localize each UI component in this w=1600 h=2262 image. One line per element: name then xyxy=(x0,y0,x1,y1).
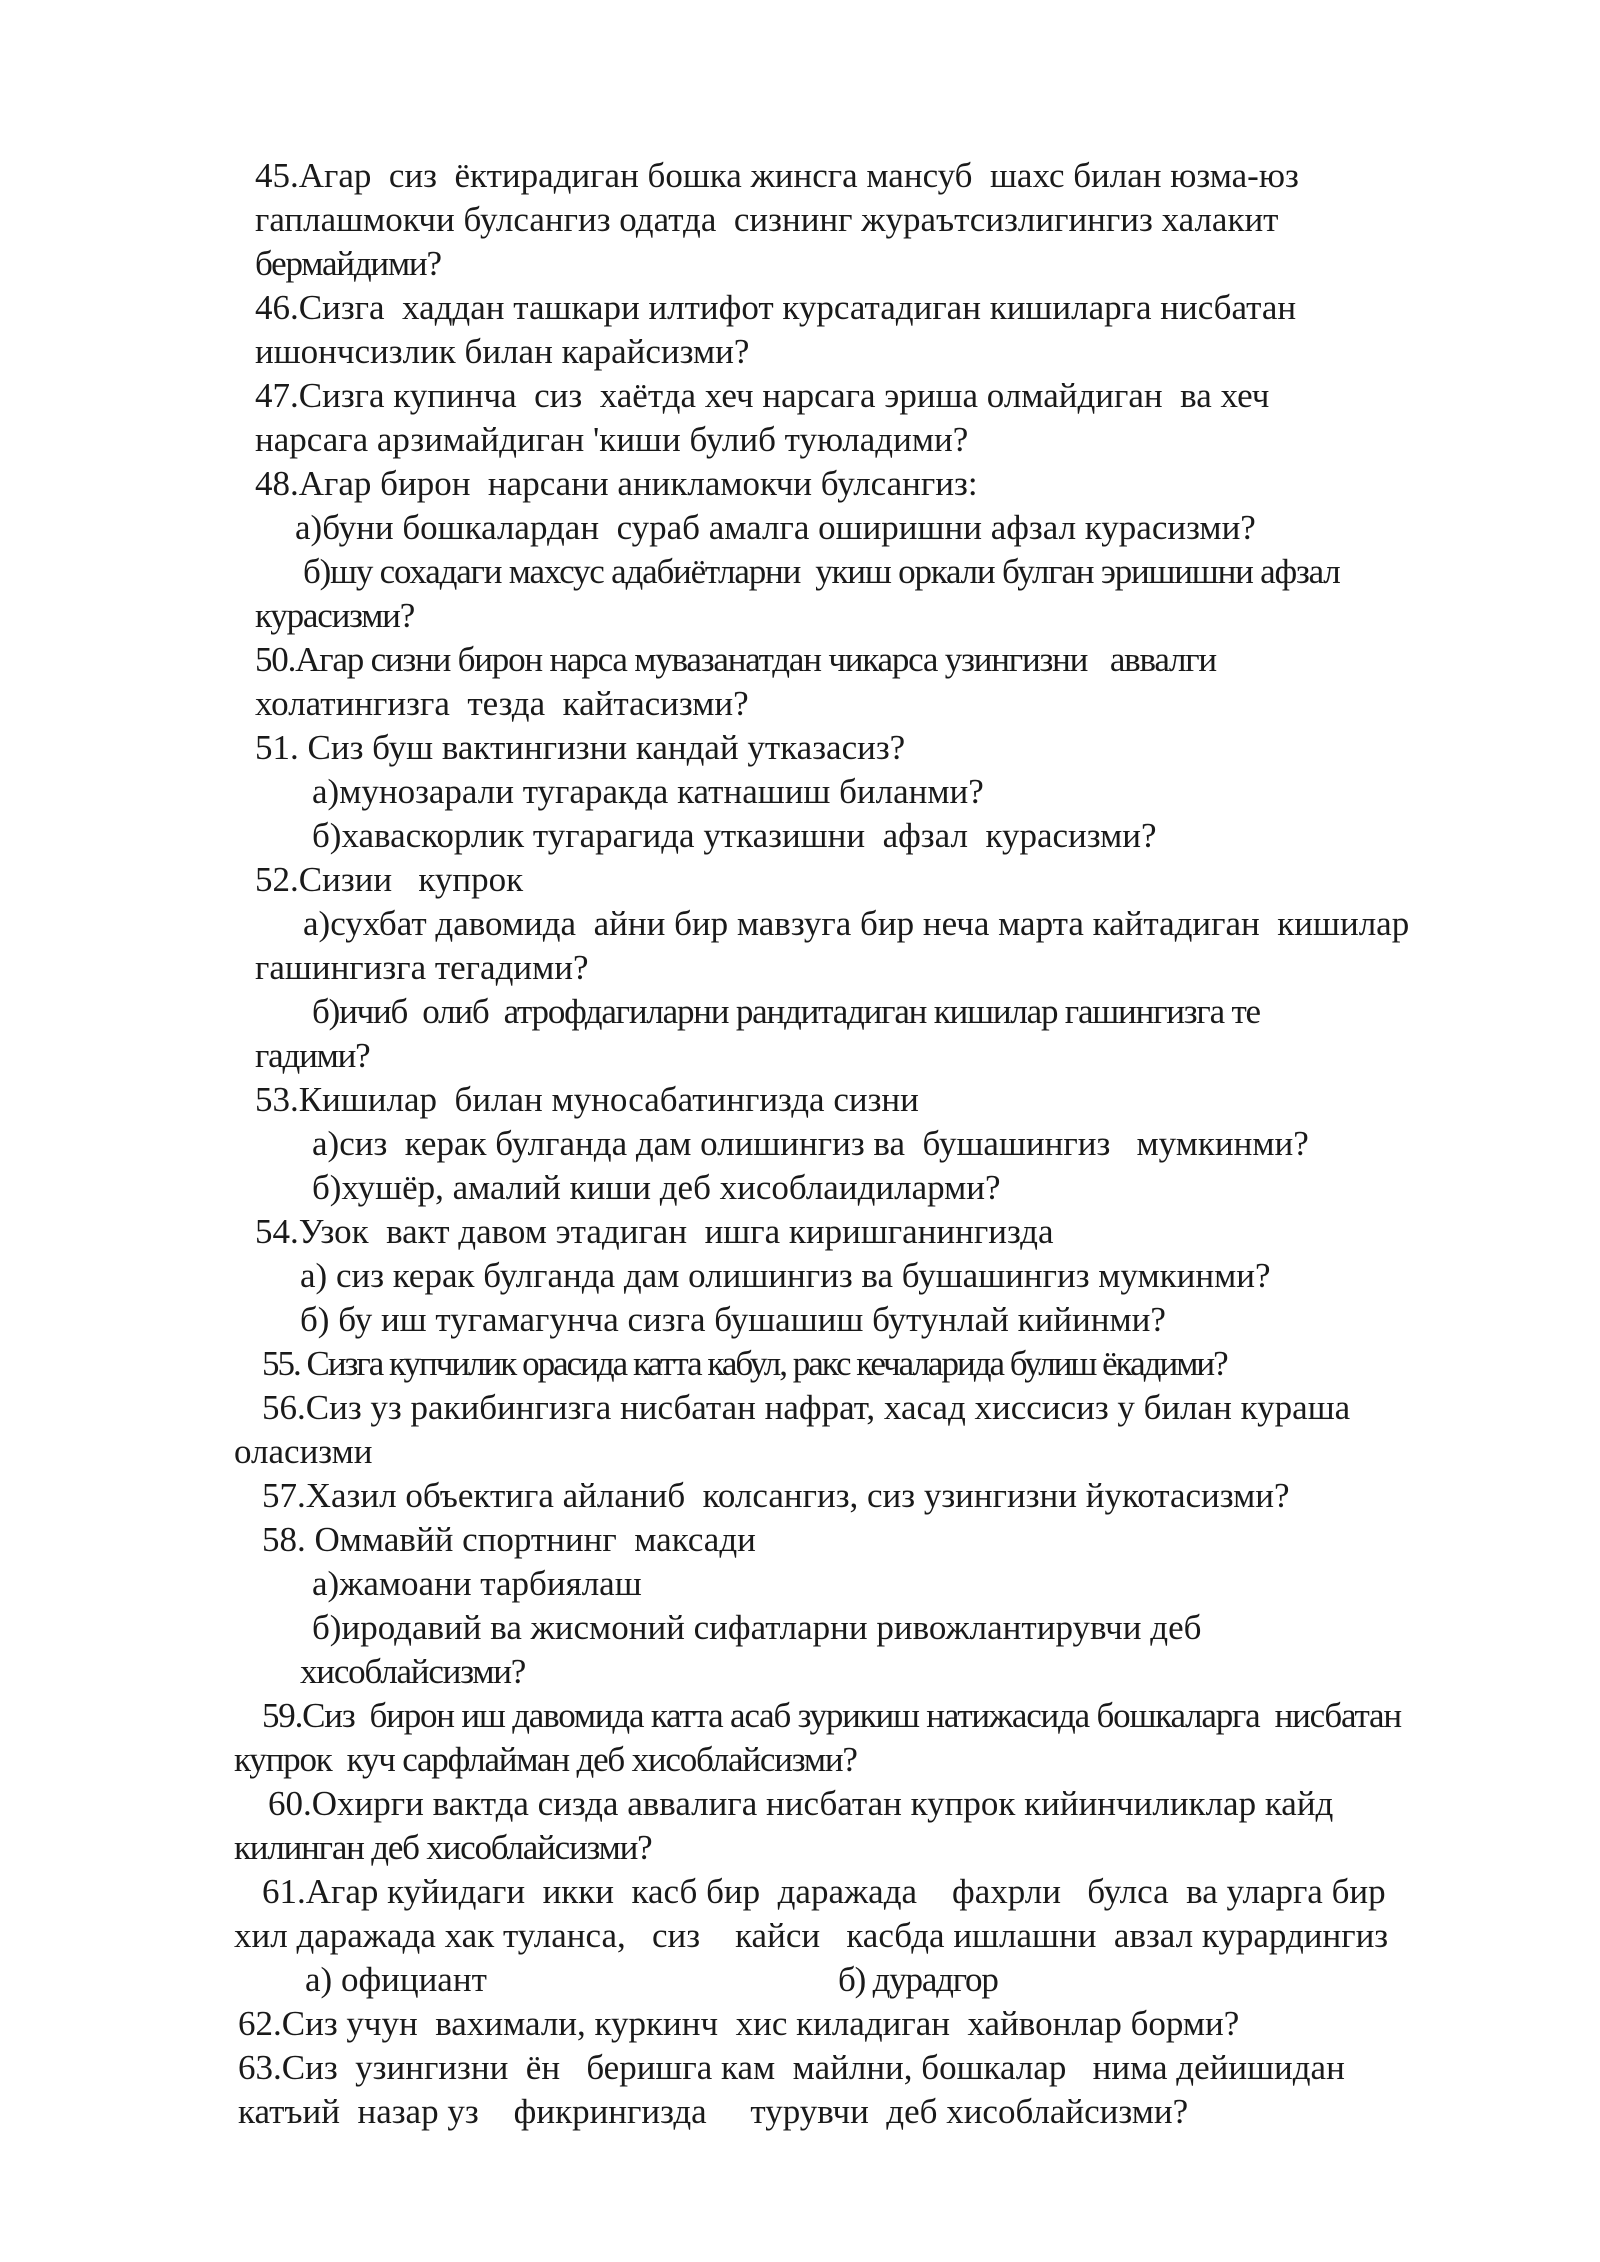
q54-option-a: а) сиз керак булганда дам олишингиз ва бушашингиз мумкинми? xyxy=(300,1256,1271,1295)
q48-option-b-cont: курасизми? xyxy=(255,596,415,635)
q53-line-1: 53.Кишилар билан муносабатингизда сизни xyxy=(255,1080,919,1119)
q52-line-1: 52.Сизии купрок xyxy=(255,860,524,899)
q59-line-2: купрок куч сарфлайман деб хисоблайсизми? xyxy=(234,1740,857,1779)
q54-line-1: 54.Узок вакт давом этадиган ишга киришганингизда xyxy=(255,1212,1054,1251)
q50-line-2: холатингизга тезда кайтасизми? xyxy=(255,684,749,723)
q59-line-1: 59.Сиз бирон иш давомида катта асаб зурикиш натижасида бошкаларга нисбатан xyxy=(262,1696,1401,1735)
q56-line-2: оласизми xyxy=(234,1432,373,1471)
q46-line-2: ишончсизлик билан карайсизми? xyxy=(255,332,750,371)
q60-line-1: 60.Охирги вактда сизда аввалига нисбатан купрок кийинчиликлар кайд xyxy=(268,1784,1334,1823)
q45-line-2: гаплашмокчи булсангиз одатда сизнинг жураътсизлигингиз халакит xyxy=(255,200,1279,239)
q56-line-1: 56.Сиз уз ракибингизга нисбатан нафрат, хасад хиссисиз у билан кураша xyxy=(262,1388,1351,1427)
q57-line-1: 57.Хазил объектига айланиб колсангиз, сиз узингизни йукотасизми? xyxy=(262,1476,1290,1515)
q58-line-1: 58. Оммавйй спортнинг максади xyxy=(262,1520,756,1559)
q45-line-3: бермайдими? xyxy=(255,244,441,283)
q61-option-b: б) дурадгор xyxy=(838,1960,998,1999)
q58-option-a: а)жамоани тарбиялаш xyxy=(312,1564,642,1603)
q61-line-2: хил даражада хак туланса, сиз кайси касбда ишлашни авзал курардингиз xyxy=(234,1916,1389,1955)
q61-option-a: а) официант xyxy=(305,1960,487,1999)
q51-line-1: 51. Сиз буш вактингизни кандай утказасиз? xyxy=(255,728,906,767)
q51-option-a: а)мунозарали тугаракда катнашиш биланми? xyxy=(312,772,984,811)
q53-option-a: а)сиз керак булганда дам олишингиз ва бушашингиз мумкинми? xyxy=(312,1124,1309,1163)
q52-option-b-cont: гадими? xyxy=(255,1036,370,1075)
q61-line-1: 61.Агар куйидаги икки касб бир даражада фахрли булса ва уларга бир xyxy=(262,1872,1386,1911)
q48-line-1: 48.Агар бирон нарсани аникламокчи булсангиз: xyxy=(255,464,978,503)
q53-option-b: б)хушёр, амалий киши деб хисоблаидиларми? xyxy=(312,1168,1001,1207)
q60-line-2: килинган деб хисоблайсизми? xyxy=(234,1828,652,1867)
q54-option-b: б) бу иш тугамагунча сизга бушашиш бутунлай кийинми? xyxy=(300,1300,1166,1339)
q47-line-1: 47.Сизга купинча сиз хаётда хеч нарсага эриша олмайдиган ва хеч xyxy=(255,376,1270,415)
q50-line-1: 50.Агар сизни бирон нарса мувазанатдан чикарса узингизни аввалги xyxy=(255,640,1216,679)
q58-option-b: б)иродавий ва жисмоний сифатларни ривожлантирувчи деб xyxy=(312,1608,1202,1647)
q52-option-a: а)сухбат давомида айни бир мавзуга бир неча марта кайтадиган кишилар xyxy=(303,904,1410,943)
q48-option-a: а)буни бошкалардан сураб амалга оширишни афзал курасизми? xyxy=(295,508,1256,547)
q46-line-1: 46.Сизга хаддан ташкари илтифот курсатадиган кишиларга нисбатан xyxy=(255,288,1297,327)
q55-line-1: 55. Сизга купчилик орасида катта кабул, ракс кечаларида булиш ёкадими? xyxy=(262,1344,1227,1383)
q47-line-2: нарсага арзимайдиган 'киши булиб туюладими? xyxy=(255,420,969,459)
q48-option-b: б)шу сохадаги махсус адабиётларни укиш оркали булган эришишни афзал xyxy=(303,552,1340,591)
q63-line-1: 63.Сиз узингизни ён беришга кам майлни, бошкалар нима дейишидан xyxy=(238,2048,1345,2087)
q45-line-1: 45.Агар сиз ёктирадиган бошка жинсга мансуб шахс билан юзма-юз xyxy=(255,156,1299,195)
q52-option-a-cont: гашингизга тегадими? xyxy=(255,948,589,987)
q58-option-b-cont: хисоблайсизми? xyxy=(300,1652,526,1691)
q63-line-2: катъий назар уз фикрингизда турувчи деб хисоблайсизми? xyxy=(238,2092,1189,2131)
q52-option-b: б)ичиб олиб атрофдагиларни рандитадиган кишилар гашингизга те xyxy=(312,992,1260,1031)
q62-line-1: 62.Сиз учун вахимали, куркинч хис киладиган хайвонлар борми? xyxy=(238,2004,1240,2043)
q51-option-b: б)хаваскорлик тугарагида утказишни афзал курасизми? xyxy=(312,816,1157,855)
